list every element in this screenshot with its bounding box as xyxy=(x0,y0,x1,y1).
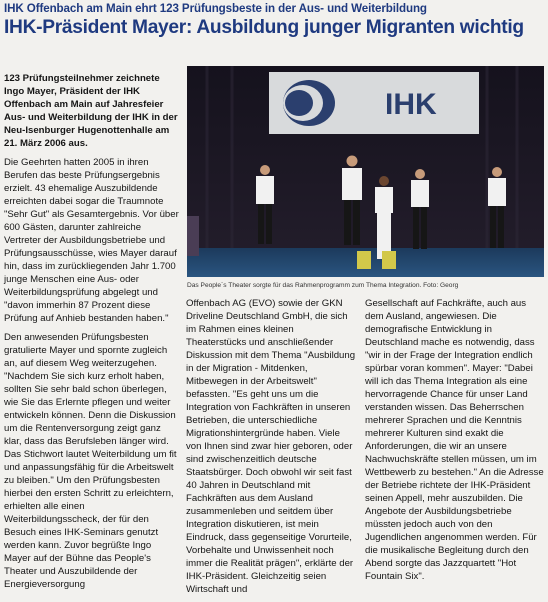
paragraph: Die Geehrten hatten 2005 in ihren Berufen das beste Prüfungsergebnis erzielt. 43 ehemalige Auszubildende erreichten dabei sogar die Traumnote "Sehr Gut" als Gesamtergebnis. Vor über 600 Gästen, darunter zahlreiche Vertreter der Ausbildungsbetriebe und Prüfungsausschüsse, wies Mayer darauf hin, dass im zurückliegenden Jahr 1.700 junge Menschen eine Aus- oder Weiterbildungsprüfung abgelegt und "davon immerhin 87 Prozent diese Prüfung auf Anhieb bestanden haben." xyxy=(4,157,179,324)
article-headline: IHK-Präsident Mayer: Ausbildung junger Migranten wichtig xyxy=(4,17,524,38)
banner-text: IHK xyxy=(385,88,437,121)
column-right xyxy=(365,297,545,589)
article-kicker: IHK Offenbach am Main ehrt 123 Prüfungsbeste in der Aus- und Weiterbildung xyxy=(4,2,427,15)
column-middle xyxy=(186,297,356,602)
stage-photo xyxy=(187,66,544,277)
paragraph: Den anwesenden Prüfungsbesten gratulierte Mayer und spornte zugleich an, auf diesem Weg weiterzugehen. "Nachdem Sie sich kurz erholt haben, sollten Sie sehr bald schon überlegen, wie Sie das Erlernte pflegen und weiter entwickeln können. Denn die Diskussion um die Rentenversorgung zeigt ganz klar, dass das Berufsleben länger wird. Das Stichwort lautet Weiterbildung um fit und anpassungsfähig für die Arbeitswelt zu bleiben." Um den Prüfungsbesten hierbei den ersten Schritt zu erleichtern, erhielten alle einen Weiterbildungsscheck, der für den Besuch eines IHK-Seminars genutzt werden kann. Zuvor begrüßte Ingo Mayer auf der Bühne das People's Theater und Auszubildende der Energieversorgung xyxy=(4,332,177,590)
stage-illustration xyxy=(187,66,544,277)
column-left xyxy=(4,72,180,597)
article-lead: 123 Prüfungsteilnehmer zeichnete Ingo Mayer, Präsident der IHK Offenbach am Main auf Jahresfeier Aus- und Weiterbildung der IHK in der Neu-Isenburger Hugenottenhalle am 21. März 2006 aus. xyxy=(4,73,178,149)
photo-caption: Das People´s Theater sorgte für das Rahmenprogramm zum Thema Integration. Foto: Georg xyxy=(187,282,459,289)
ihk-banner xyxy=(269,72,479,134)
paragraph: Gesellschaft auf Fachkräfte, auch aus dem Ausland, angewiesen. Die demografische Entwicklung in Deutschland mache es notwendig, dass "wir in der Frage der Integration endlich spürbar voran kommen". Mayer: "Dabei will ich das Thema Integration als eine hervorragende Chance für unser Land verstanden wissen. Das Beherrschen mehrerer Sprachen und die Kenntnis mehrerer Kulturen sind exakt die Anforderungen, die wir an unsere Nachwuchskräfte stellen müssen, um im Wettbewerb zu bestehen." An die Adresse der Betriebe richtete der IHK-Präsident seinen Appell, mehr auszubilden. Die Angebote der Ausbildungsbetriebe müssten jedoch auch von den Jugendlichen angenommen werden. Für die musikalische Begleitung durch den Abend sorgte das Jazzquartett "Hot Fountain Six". xyxy=(365,298,544,582)
paragraph: Offenbach AG (EVO) sowie der GKN Driveline Deutschland GmbH, die sich im Rahmen eines kleinen Theaterstücks und anschließender Diskussion mit dem Thema "Ausbildung in der Migration - Mitdenken, Mitbewegen in der Arbeitswelt" befassten. "Es geht uns um die Integration von Fachkräften in unseren Betrieben, die unterschiedliche Migrationshintergründe haben. Viele von Ihnen sind zwar hier geboren, oder sind zwischenzeitlich deutsche Staatsbürger. Doch obwohl wir seit fast 40 Jahren in Deutschland mit Fachkräften aus dem Ausland zusammenleben und seitdem über Integration diskutieren, ist mein Eindruck, dass gegenseitige Vorurteile, Vorbehalte und Unwissenheit noch immer die Realität prägen", erklärte der IHK-Präsident. Gleichzeitig seien Wirtschaft und xyxy=(186,298,356,595)
